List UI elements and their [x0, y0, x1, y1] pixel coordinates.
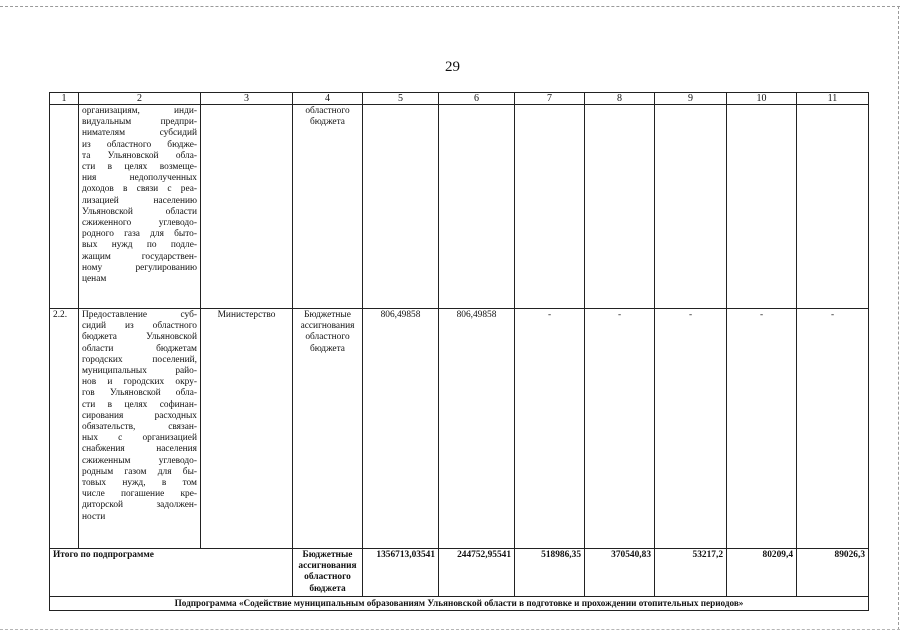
- value-cell: 806,49858: [439, 309, 515, 549]
- page-number: 29: [445, 59, 460, 75]
- subprogram-row: [50, 596, 869, 610]
- total-row: [50, 549, 869, 597]
- executor: [201, 105, 293, 309]
- header-cell: 2: [79, 93, 201, 105]
- budget-table: [49, 92, 869, 611]
- header-cell: 7: [515, 93, 585, 105]
- funding-source: Бюджетные ассигнования областного бюджета: [293, 309, 363, 549]
- value-cell: -: [727, 309, 797, 549]
- column-number-row: [50, 93, 869, 105]
- value-cell: [655, 105, 727, 309]
- header-cell: 4: [293, 93, 363, 105]
- value-cell: -: [655, 309, 727, 549]
- total-value: 80209,4: [727, 549, 797, 597]
- executor: Министерство: [201, 309, 293, 549]
- measure-description: организациям, инди- видуальным предпри- нимателям субсидий из областного бюдже- та Ульяновской обла- сти в целях возмеще- ния недополученных доходов в связи с реа- лизацией населению Ульяновской области сжиженного углеводо- родного газа для быто- вых нужд по подле- жащим государствен- ному регулированию ценам: [79, 105, 201, 309]
- total-label: Итого по подпрограмме: [50, 549, 293, 597]
- value-cell: [727, 105, 797, 309]
- header-cell: 3: [201, 93, 293, 105]
- page-frame-right: [898, 6, 899, 630]
- total-value: 53217,2: [655, 549, 727, 597]
- header-cell: 9: [655, 93, 727, 105]
- total-value: 1356713,03541: [363, 549, 439, 597]
- value-cell: 806,49858: [363, 309, 439, 549]
- value-cell: [515, 105, 585, 309]
- header-cell: 10: [727, 93, 797, 105]
- total-value: 518986,35: [515, 549, 585, 597]
- header-cell: 8: [585, 93, 655, 105]
- value-cell: -: [515, 309, 585, 549]
- value-cell: [797, 105, 869, 309]
- table-row-continued: [50, 105, 869, 309]
- header-cell: 6: [439, 93, 515, 105]
- funding-source: областного бюджета: [293, 105, 363, 309]
- row-number: [50, 105, 79, 309]
- table-row-2-2: [50, 309, 869, 549]
- subprogram-title: Подпрограмма «Содействие муниципальным образованиям Ульяновской области в подготовке и прохождении отопительных периодов»: [50, 596, 869, 610]
- value-cell: [363, 105, 439, 309]
- row-number: 2.2.: [50, 309, 79, 549]
- value-cell: [439, 105, 515, 309]
- total-value: 89026,3: [797, 549, 869, 597]
- value-cell: -: [797, 309, 869, 549]
- value-cell: [585, 105, 655, 309]
- header-cell: 1: [50, 93, 79, 105]
- funding-source: Бюджетные ассигнования областного бюджета: [293, 549, 363, 597]
- measure-description: Предоставление суб- сидий из областного бюджета Ульяновской области бюджетам городских поселений, муниципальных райо- нов и городских окру- гов Ульяновской обла- сти в целях софинан- сирования расходных обязательств, связан- ных с организацией снабжения населения сжиженным углеводо- родным газом для бы- товых нужд, в том числе погашение кре- диторской задолжен- ности: [79, 309, 201, 549]
- total-value: 244752,95541: [439, 549, 515, 597]
- total-value: 370540,83: [585, 549, 655, 597]
- header-cell: 5: [363, 93, 439, 105]
- header-cell: 11: [797, 93, 869, 105]
- page-frame-bottom: [0, 629, 900, 630]
- page-frame-top: [0, 6, 900, 7]
- value-cell: -: [585, 309, 655, 549]
